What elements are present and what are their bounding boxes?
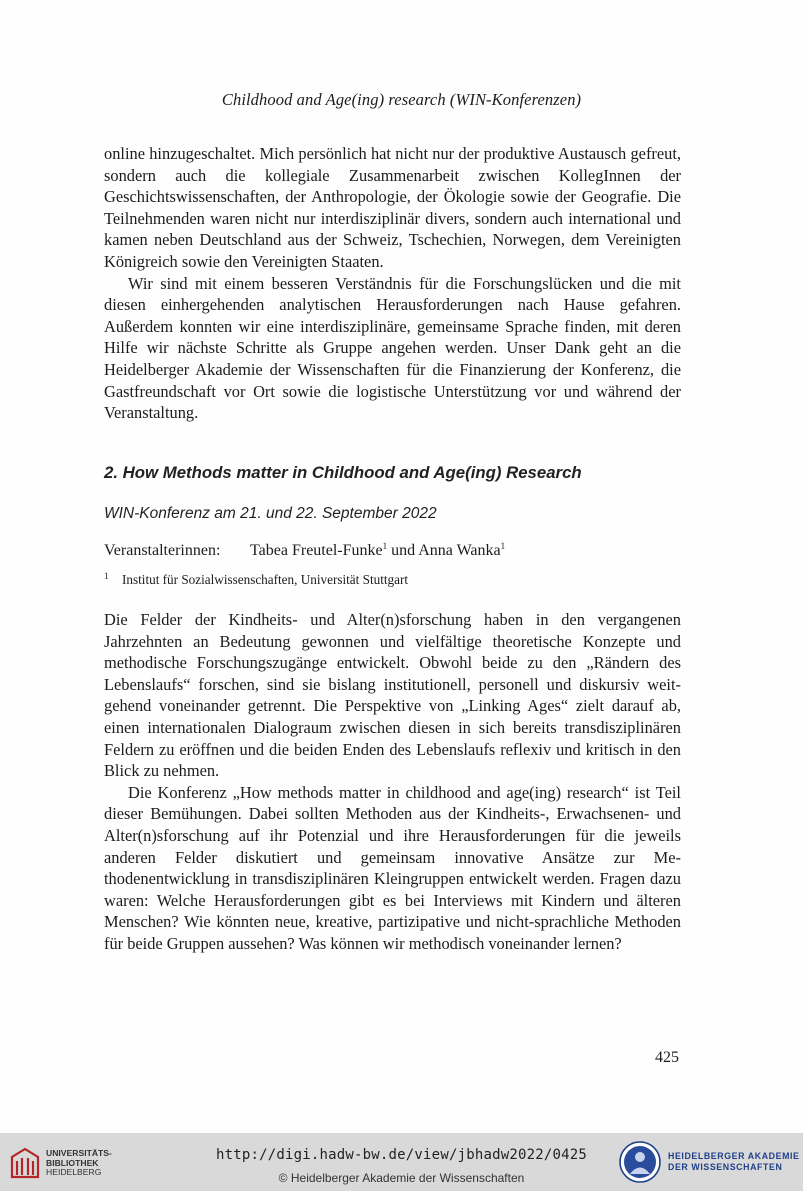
footnote-ref: 1 [500, 541, 506, 551]
footer-bar [0, 1133, 803, 1191]
footnote-mark: 1 [104, 571, 109, 581]
organizer-name: Tabea Freutel-Funke [250, 542, 383, 559]
ub-line: BIBLIOTHEK [46, 1157, 99, 1168]
organizers-line [104, 541, 505, 560]
section-heading: 2. How Methods matter in Childhood and Age(ing) Research [104, 463, 582, 482]
academy-line: DER WISSENSCHAFTEN [668, 1162, 783, 1172]
body-text-block [104, 609, 681, 955]
academy-seal-icon[interactable] [619, 1141, 661, 1183]
top-text-block [104, 143, 681, 424]
academy-line: HEIDELBERGER AKADEMIE [668, 1151, 800, 1161]
copyright-notice: © Heidelberger Akademie der Wissenschaften [278, 1171, 525, 1185]
page-number: 425 [655, 1049, 679, 1066]
ub-line: HEIDELBERG [46, 1167, 102, 1177]
ub-line: UNIVERSITÄTS- [46, 1148, 112, 1158]
footnote-ref: 1 [382, 541, 388, 551]
paragraph: Die Felder der Kindheits- und Alter(n)sforschung haben in den vergangenen Jahrzehnten an Bedeutung gewonnen und vielfältige theoretische Konzepte und methodische Forschungszugänge entwickelt. Obwohl beide zu den „Rändern des Lebenslaufs“ forschen, sind sie bislang institutionell, personell und diskursiv weitgehend voneinander getrennt. Die Perspektive von „Linking Ages“ zielt darauf ab, einen internationalen Dialograum zwischen diesen in sich bereits transdisziplinären Feldern zu eröffnen und die beiden Enden des Lebenslaufs reflexiv und kritisch in den Blick zu nehmen. [104, 610, 681, 781]
paragraph: online hinzugeschaltet. Mich persönlich hat nicht nur der produktive Austausch gefreut, sondern auch die kollegiale Zusammenarbeit zwischen KollegInnen der Geschichtswissenschaften, der Anthropologie, der Ökologie sowie der Geografie. Die Teilnehmenden waren nicht nur interdisziplinär divers, sondern auch international und kamen neben Deutschland aus der Schweiz, Tschechien, Norwegen, dem Vereinigten Königreich sowie den Vereinigten Staaten. [104, 144, 681, 271]
running-head: Childhood and Age(ing) research (WIN-Konferenzen) [221, 90, 582, 109]
source-url-link[interactable]: http://digi.hadw-bw.de/view/jbhadw2022/0425 [215, 1147, 588, 1163]
paragraph: Die Konferenz „How methods matter in childhood and age(ing) research“ ist Teil dieser Bemühungen. Dabei sollten Methoden aus der Kindheits-, Erwachsenen- und Alter(n)sforschung auf ihr Potenzial und ihre Herausforderungen für die jeweils anderen Felder diskutiert und gemeinsam innovative Ansätze zur Methodenentwicklung in transdisziplinären Kleingruppen entwickelt werden. Fragen dazu waren: Welche Herausforderungen gibt es bei Interviews mit Kindern und älteren Menschen? Wie könnten neue, kreative, partizipative und nicht-sprachliche Methoden für beide Gruppen aussehen? Was können wir methodisch voneinander lernen? [104, 782, 681, 953]
paragraph: Wir sind mit einem besseren Verständnis für die Forschungslücken und die mit diesen einhergehenden analytischen Herausforderungen nach Hause gefahren. Außerdem konnten wir eine interdisziplinäre, gemeinsame Sprache finden, mit deren Hilfe wir nächste Schritte als Gruppe angehen werden. Unser Dank geht an die Heidelberger Akademie der Wissenschaften für die Finanzierung der Konferenz, die Gastfreundschaft vor Ort sowie die logistische Unterstützung vor und während der Veranstaltung. [104, 273, 681, 423]
organizers-label: Veranstalterinnen: [104, 542, 221, 559]
footnote [104, 571, 408, 588]
organizer-name: Anna Wanka [418, 542, 501, 559]
organizer-separator: und [387, 542, 419, 559]
section-subheading: WIN-Konferenz am 21. und 22. September 2022 [104, 505, 437, 522]
academy-name[interactable] [668, 1151, 800, 1173]
footnote-text: Institut für Sozialwissenschaften, Universität Stuttgart [122, 572, 409, 587]
